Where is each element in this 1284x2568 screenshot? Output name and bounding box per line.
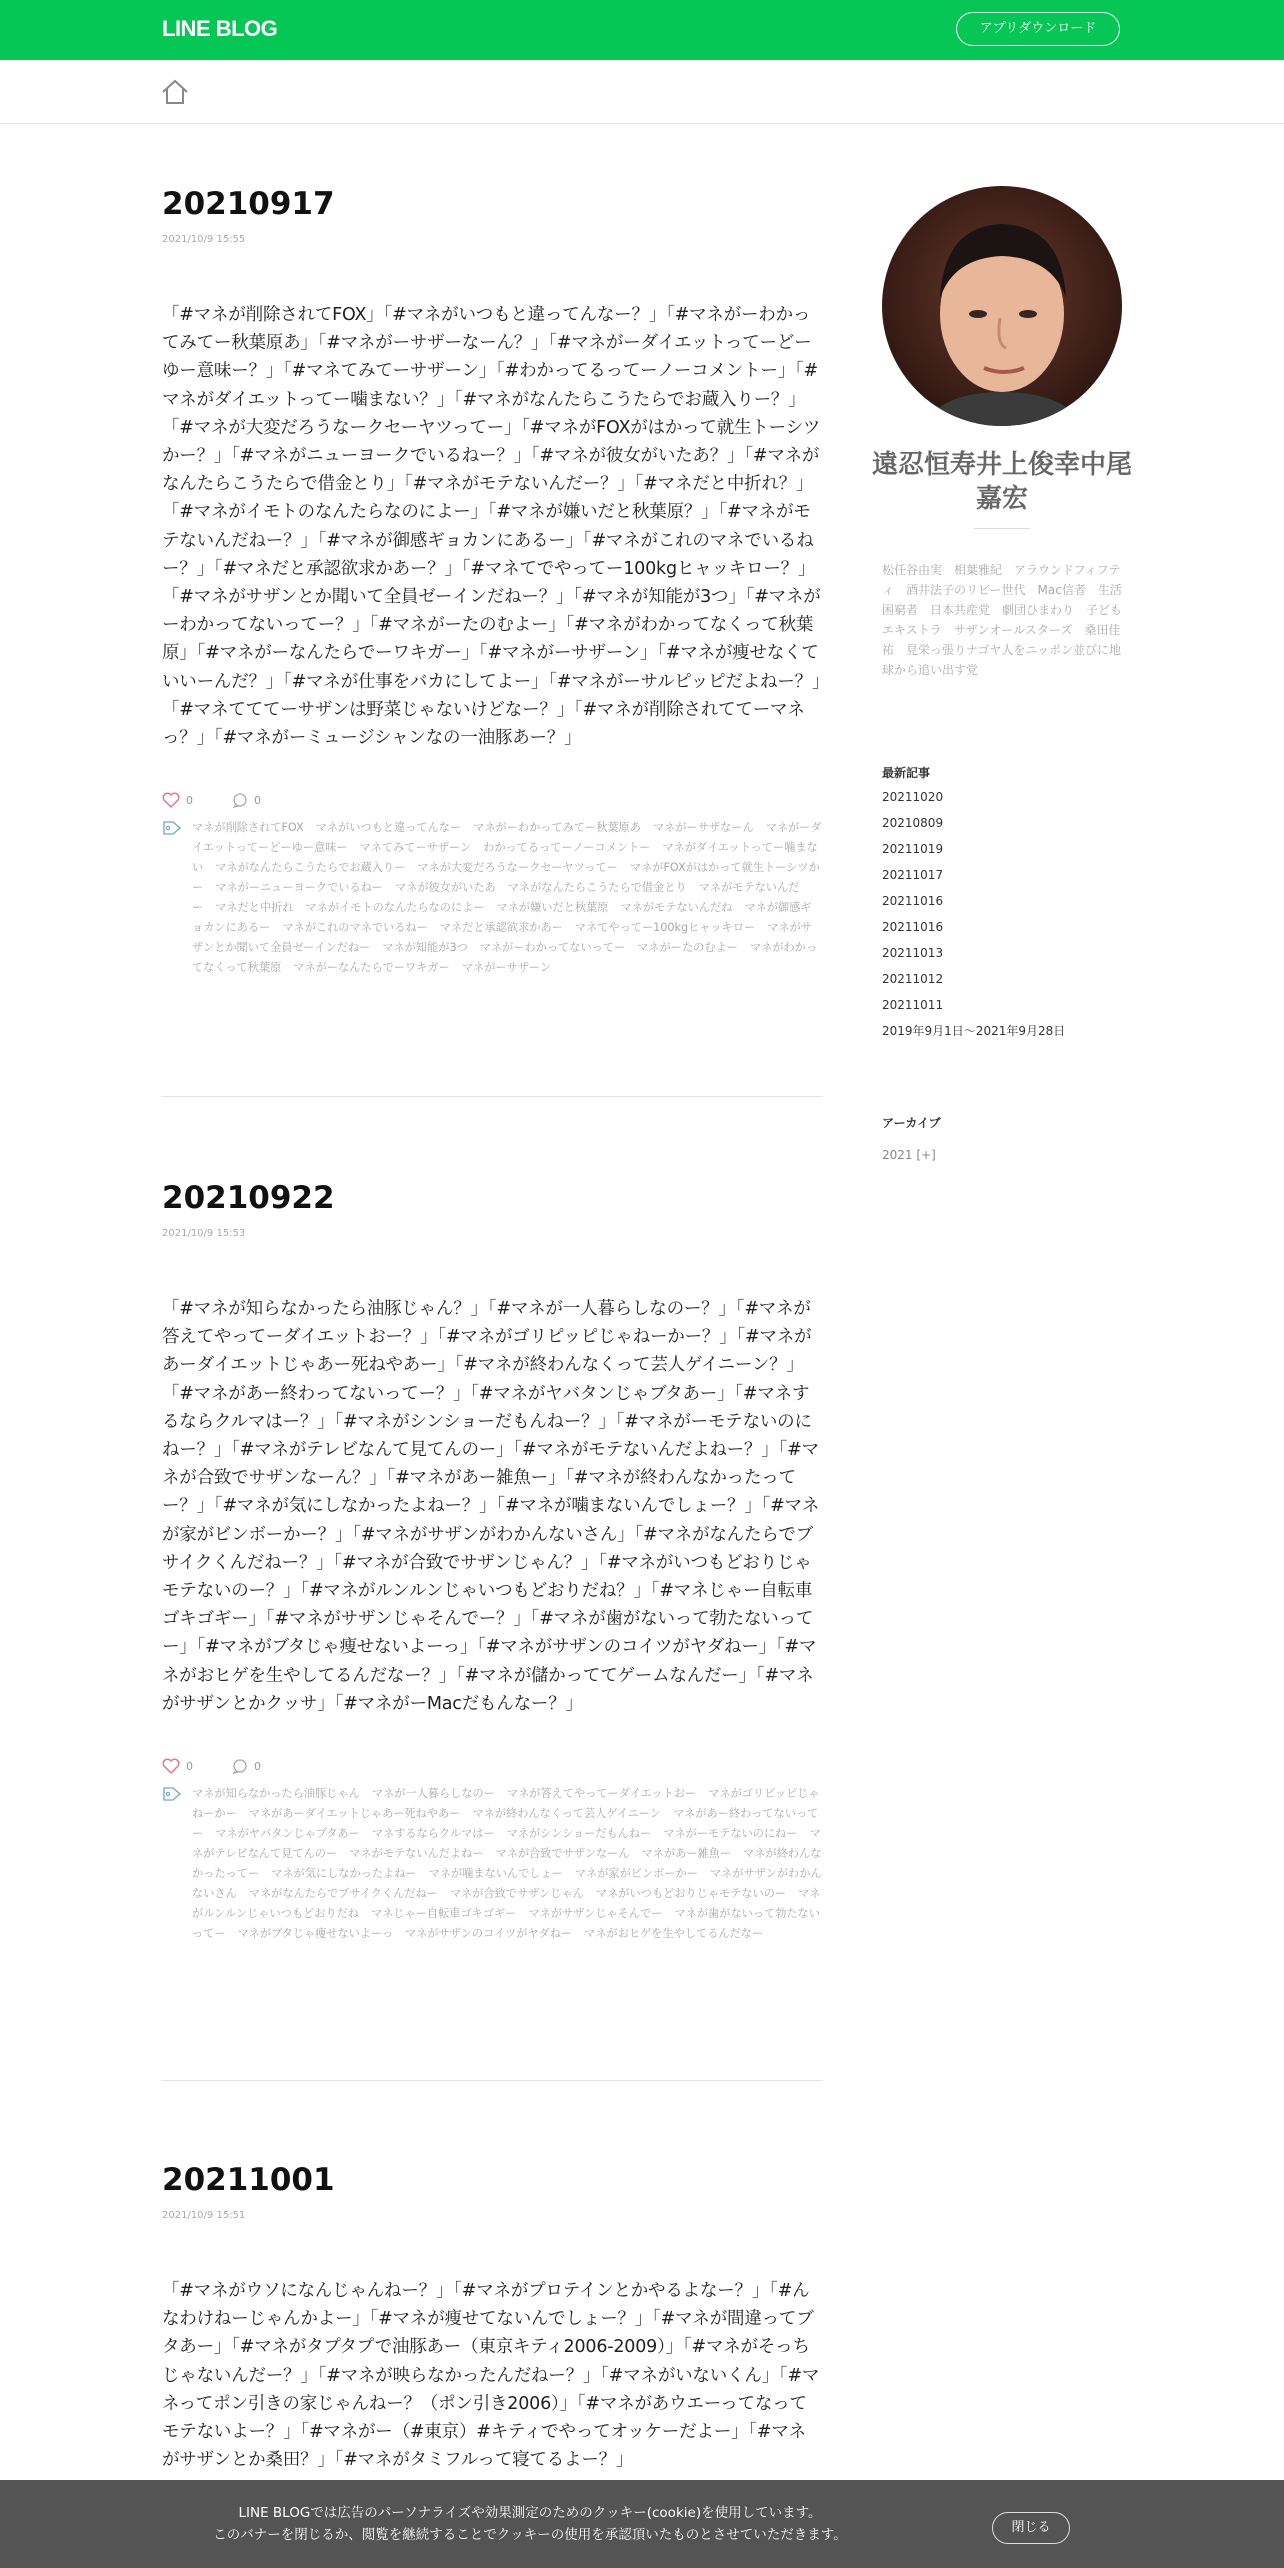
tag-link[interactable]: マネがダイエットってー噛まない [192, 841, 818, 875]
recent-posts-list [882, 789, 1122, 1049]
article-body: 「#マネが削除されてFOX」「#マネがいつもと違ってんなー？」「#マネがーわかってみてー秋葉原あ」「#マネがーサザーなーん？」「#マネがーダイエットってーどーゆー意味ー？」「#マネてみてーサザーン」「#わかってるってーノーコメントー」「#マネがダイエットってー噛まない？」「#マネがなんたらこうたらでお蔵入りー？」「#マネが大変だろうなークセーヤツってー」「#マネがFOXがはかって就生トーシツかー？」「#マネがニューヨークでいるねー？」「#マネが彼女がいたあ？」「#マネがなんたらこうたらで借金とり」「#マネがモテないんだー？」「#マネだと中折れ？」「#マネがイモトのなんたらなのによー」「#マネが嫌いだと秋葉原？」「#マネがモテないんだねー？」「#マネが御感ギョカンにあるー」「#マネがこれのマネでいるねー？」「#マネだと承認欲求かあー？」「#マネてでやってー100kgヒャッキロー？」「#マネがサザンとか聞いて全員ゼーインだねー？」「#マネが知能が3つ」「#マネがーわかってないってー？」「#マネがーたのむよー」「#マネがわかってなくって秋葉原」「#マネがーなんたらでーワキガー」「#マネがーサザーン」「#マネが痩せなくていいーんだ？」「#マネが仕事をバカにしてよー」「#マネがーサルピッピだよねー？」「#マネてててーサザンは野菜じゃないけどなー？」「#マネが削除されててーマネっ？」「#マネがーミュージシャンなの一油豚あー？」 [162, 305, 821, 749]
line-blog-logo[interactable]: LINE BLOG [162, 16, 278, 41]
profile-description: 松任谷由実 相葉雅紀 アラウンドフィフティ 酒井法子のリビー世代 Mac信者 生活困窮者 日本共産党 劇団ひまわり 子どもエキストラ サザンオールスターズ 桑田佳祐 見栄っ張りナゴヤ人をニッポン並びに地球から追い出す党 [882, 563, 1123, 677]
tag-link[interactable]: マネするならクルマはー [371, 1827, 495, 1841]
like-button[interactable] [162, 1758, 193, 1774]
tag-link[interactable]: マネがあー終わってないってー [192, 1807, 819, 1841]
tag-link[interactable]: マネがモテないんだよねー [349, 1847, 484, 1861]
tag-link[interactable]: マネてみてーサザーン [359, 841, 472, 855]
article-title[interactable]: 20210922 [162, 1180, 335, 1216]
tag-link[interactable]: マネが大変だろうなークセーヤツってー [417, 861, 618, 875]
tag-link[interactable]: マネが一人暮らしなのー [371, 1787, 495, 1801]
tag-link[interactable]: マネが合致でサザンじゃん [449, 1887, 584, 1901]
tag-link[interactable]: マネがモテないんだー [192, 881, 800, 915]
tag-link[interactable]: マネが合致でサザンなーん [495, 1847, 630, 1861]
home-icon[interactable] [160, 77, 190, 107]
tag-link[interactable]: マネがテレビなんて見てんのー [192, 1827, 821, 1861]
tag-link[interactable]: マネがなんたらこうたらでお蔵入りー [215, 861, 406, 875]
archive-heading: アーカイブ [882, 1116, 941, 1130]
article-title[interactable]: 20210917 [162, 186, 335, 222]
comment-icon [232, 1758, 248, 1774]
tag-link[interactable]: マネがーサザなーん [652, 821, 754, 835]
tag-link[interactable]: マネがなんたらこうたらで借金とり [507, 881, 687, 895]
comment-icon [232, 792, 248, 808]
app-download-button[interactable]: アプリダウンロード [956, 12, 1120, 46]
tag-link[interactable]: マネがいつもどおりじゃモテないのー [595, 1887, 787, 1901]
tag-link[interactable]: マネだと承認欲求かあー [439, 921, 563, 935]
tag-link[interactable]: マネが答えてやってーダイエットおー [506, 1787, 697, 1801]
article-title[interactable]: 20211001 [162, 2162, 335, 2198]
recent-post-link[interactable]: 20211017 [882, 868, 944, 882]
tag-link[interactable]: マネがなんたらでブサイクくんだねー [248, 1887, 438, 1901]
tag-list [162, 1784, 822, 1944]
recent-post-link[interactable]: 20211012 [882, 972, 944, 986]
recent-post-link[interactable]: 2019年9月1日〜2021年9月28日 [882, 1024, 1066, 1038]
tag-link[interactable]: マネてやってー100kgヒャッキロー [574, 921, 756, 935]
tag-link[interactable]: マネがイモトのなんたらなのによー [305, 901, 485, 915]
article-meta [162, 792, 822, 814]
comment-button[interactable] [232, 1758, 261, 1774]
tag-link[interactable]: マネがサザンとか聞いて全員ゼーインだねー [192, 921, 812, 955]
tag-link[interactable]: マネが嫌いだと秋葉原 [496, 901, 609, 915]
tag-link[interactable]: マネじゃー自転車ゴキゴギー [370, 1907, 517, 1921]
top-bar [0, 0, 1284, 60]
tag-link[interactable]: マネがーモテないのにねー [663, 1827, 798, 1841]
tag-link[interactable]: わかってるってーノーコメントー [483, 841, 651, 855]
article-2 [162, 1178, 822, 1944]
article-date: 2021/10/9 15:55 [162, 234, 246, 245]
sub-navigation [0, 60, 1284, 124]
cookie-close-button[interactable]: 閉じる [992, 2512, 1070, 2544]
article-3 [162, 2160, 822, 2474]
tag-link[interactable]: マネがーダイエットってーどーゆー意味ー [192, 821, 822, 855]
tag-link[interactable]: マネがーサザーン [461, 961, 552, 975]
cookie-banner [0, 2480, 1284, 2568]
tag-link[interactable]: マネがーわかってみてー秋葉原あ [473, 821, 641, 835]
article-date: 2021/10/9 15:51 [162, 2210, 246, 2221]
tag-link[interactable]: マネがいつもと違ってんなー [315, 821, 462, 835]
tag-link[interactable]: マネが彼女がいたあ [395, 881, 496, 895]
tag-link[interactable]: マネが削除されてFOX [192, 821, 304, 835]
heart-icon [162, 1758, 180, 1774]
cookie-message [180, 2502, 880, 2546]
tag-link[interactable]: マネがヤバタンじゃブタあー [215, 1827, 360, 1841]
tag-link[interactable]: マネが終わんなくって芸人ゲイニーン [472, 1807, 661, 1821]
comment-count: 0 [254, 793, 261, 807]
tag-link[interactable]: マネが気にしなかったよねー [271, 1867, 417, 1881]
tag-link[interactable]: マネがーたのむよー [637, 941, 738, 955]
avatar[interactable] [882, 186, 1122, 426]
tag-link[interactable]: マネがシンショーだもんねー [506, 1827, 652, 1841]
tag-link[interactable]: マネがモテないんだね [620, 901, 733, 915]
tag-link[interactable]: マネがーなんたらでーワキガー [293, 961, 450, 975]
tag-link[interactable]: マネがサザンのコイツがヤダねー [404, 1927, 573, 1941]
article-divider [162, 2080, 822, 2081]
like-count: 0 [186, 793, 193, 807]
article-meta [162, 1758, 822, 1780]
tag-icon [162, 820, 182, 836]
article-body: 「#マネが知らなかったら油豚じゃん？」「#マネが一人暮らしなのー？」「#マネが答えてやってーダイエットおー？」「#マネがゴリピッピじゃねーかー？」「#マネがあーダイエットじゃあー死ねやあー」「#マネが終わんなくって芸人ゲイニーン？」「#マネがあー終わってないってー？」「#マネがヤバタンじゃブタあー」「#マネするならクルマはー？」「#マネがシンショーだもんねー？」「#マネがーモテないのにねー？」「#マネがテレビなんて見てんのー」「#マネがモテないんだよねー？」「#マネが合致でサザンなーん？」「#マネがあー雑魚ー」「#マネが終わんなかったってー？」「#マネが気にしなかったよねー？」「#マネが噛まないんでしょー？」「#マネが家がビンボーかー？」「#マネがサザンがわかんないさん」「#マネがなんたらでブサイクくんだねー？」「#マネが合致でサザンじゃん？」「#マネがいつもどおりじゃモテないのー？」「#マネがルンルンじゃいつもどおりだね？」「#マネじゃー自転車ゴキゴギー」「#マネがサザンじゃそんでー？」「#マネが歯がないって勃たないってー」「#マネがブタじゃ痩せないよーっ」「#マネがサザンのコイツがヤダねー」「#マネがおヒゲを生やしてるんだなー？」「#マネが儲かっててゲームなんだー」「#マネがサザンとかクッサ」「#マネがーMacだもんなー？」 [162, 1299, 820, 1714]
recent-post-link[interactable]: 20211019 [882, 842, 944, 856]
archive-year-toggle[interactable]: 2021 [+] [882, 1148, 936, 1162]
tag-link[interactable]: マネが終わんなかったってー [192, 1847, 822, 1881]
tag-link[interactable]: マネがわかってなくって秋葉原 [192, 941, 818, 975]
tag-link[interactable]: マネがあー雑魚ー [641, 1847, 732, 1861]
comment-button[interactable] [232, 792, 261, 808]
recent-post-link[interactable]: 20210809 [882, 816, 944, 830]
tag-link[interactable]: マネが知らなかったら油豚じゃん [192, 1787, 360, 1801]
tag-link[interactable]: マネだと中折れ [215, 901, 294, 915]
tag-link[interactable]: マネがおヒゲを生やしてるんだなー [584, 1927, 764, 1941]
like-count: 0 [186, 1759, 193, 1773]
tag-link[interactable]: マネがーわかってないってー [479, 941, 626, 955]
tag-link[interactable]: マネがこれのマネでいるねー [282, 921, 428, 935]
tag-link[interactable]: マネがーニューヨークでいるねー [215, 881, 384, 895]
profile-divider [974, 528, 1030, 529]
article-date: 2021/10/9 15:53 [162, 1228, 246, 1239]
tag-link[interactable]: マネがサザンじゃそんでー [528, 1907, 663, 1921]
article-1 [162, 184, 822, 978]
tag-list [162, 818, 822, 978]
article-divider [162, 1096, 822, 1097]
recent-post-link[interactable]: 20211013 [882, 946, 944, 960]
cookie-message-line: LINE BLOGでは広告のパーソナライズや効果測定のためのクッキー(cookie)を使用しています。 [238, 2505, 822, 2521]
comment-count: 0 [254, 1759, 261, 1773]
tag-link[interactable]: マネがFOXがはかって就生トーシツかー [192, 861, 820, 895]
tag-link[interactable]: マネがブタじゃ痩せないよーっ [237, 1927, 393, 1941]
tag-link[interactable]: マネがゴリピッピじゃねーかー [192, 1787, 820, 1821]
recent-post-link[interactable]: 20211011 [882, 998, 944, 1012]
tag-link[interactable]: マネがルンルンじゃいつもどおりだね [192, 1887, 821, 1921]
tag-link[interactable]: マネがサザンがわかんないさん [192, 1867, 822, 1901]
tag-link[interactable]: マネが家がビンボーかー [574, 1867, 698, 1881]
cookie-message-line: このバナーを閉じるか、閲覧を継続することでクッキーの使用を承認頂いたものとさせていただきます。 [213, 2527, 847, 2543]
tag-link[interactable]: マネが噛まないんでしょー [428, 1867, 563, 1881]
recent-post-link[interactable]: 20211020 [882, 790, 944, 804]
recent-post-link[interactable]: 20211016 [882, 920, 944, 934]
tag-link[interactable]: マネが御感ギョカンにあるー [192, 901, 812, 935]
profile-name[interactable]: 遠忍恒寿井上俊幸中尾嘉宏 [871, 450, 1132, 514]
recent-posts-heading: 最新記事 [882, 766, 931, 780]
avatar-photo [882, 186, 1122, 426]
article-body: 「#マネがウソになんじゃんねー？」「#マネがプロテインとかやるよなー？」「#んなわけねーじゃんかよー」「#マネが痩せてないんでしょー？」「#マネが間違ってブタあー」「#マネがタプタプで油豚あー（東京キティ2006-2009）」「#マネがそっちじゃないんだー？」「#マネが映らなかったんだねー？」「#マネがいないくん」「#マネってポン引きの家じゃんねー？（ポン引き2006）」「#マネがあウエーってなってモテないよー？」「#マネがー（#東京）#キティでやってオッケーだよー」「#マネがサザンとか桑田？」「#マネがタミフルって寝てるよー？」 [162, 2281, 820, 2471]
recent-post-link[interactable]: 20211016 [882, 894, 944, 908]
like-button[interactable] [162, 792, 193, 808]
tag-icon [162, 1786, 182, 1802]
tag-link[interactable]: マネが歯がないって勃たないってー [192, 1907, 820, 1941]
heart-icon [162, 792, 180, 808]
tag-link[interactable]: マネが知能が3つ [382, 941, 468, 955]
tag-link[interactable]: マネがあーダイエットじゃあー死ねやあー [248, 1807, 461, 1821]
